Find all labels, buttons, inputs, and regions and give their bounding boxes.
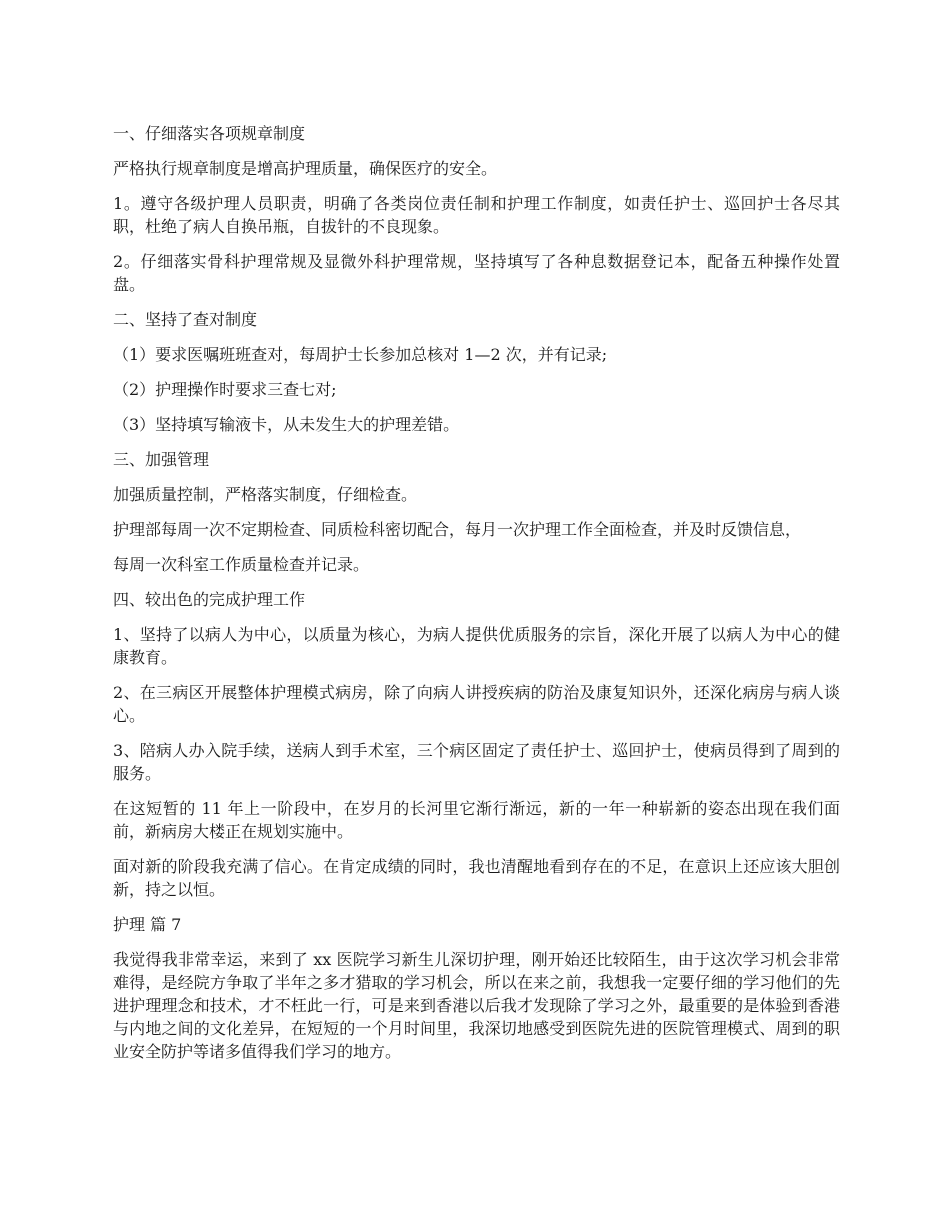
paragraph: 加强质量控制，严格落实制度，仔细检查。 <box>113 485 418 504</box>
paragraph: 1。遵守各级护理人员职责，明确了各类岗位责任制和护理工作制度，如责任护士、巡回护士各尽其职，杜绝了病人自换吊瓶，自拔针的不良现象。 <box>113 194 840 236</box>
section-heading-4: 四、较出色的完成护理工作 <box>113 590 306 609</box>
list-item: （3）坚持填写输液卡，从未发生大的护理差错。 <box>113 415 460 434</box>
paragraph: 1、坚持了以病人为中心，以质量为核心，为病人提供优质服务的宗旨，深化开展了以病人为中心的健康教育。 <box>113 625 840 667</box>
list-item: （2）护理操作时要求三查七对; <box>113 380 337 399</box>
document-page <box>113 122 840 1075</box>
paragraph: 每周一次科室工作质量检查并记录。 <box>113 555 370 574</box>
chapter-heading: 护理 篇 7 <box>113 915 182 934</box>
paragraph: 严格执行规章制度是增高护理质量，确保医疗的安全。 <box>113 159 498 178</box>
paragraph: 在这短暂的 11 年上一阶段中，在岁月的长河里它渐行渐远，新的一年一种崭新的姿态出现在我们面前，新病房大楼正在规划实施中。 <box>113 799 840 841</box>
paragraph: 我觉得我非常幸运，来到了 xx 医院学习新生儿深切护理，刚开始还比较陌生，由于这次学习机会非常难得，是经院方争取了半年之多才猎取的学习机会，所以在来之前，我想我一定要仔细的学习他们的先进护理理念和技术，才不枉此一行，可是来到香港以后我才发现除了学习之外，最重要的是体验到香港与内地之间的文化差异，在短短的一个月时间里，我深切地感受到医院先进的医院管理模式、周到的职业安全防护等诸多值得我们学习的地方。 <box>113 950 840 1061</box>
paragraph: 2。仔细落实骨科护理常规及显微外科护理常规，坚持填写了各种息数据登记本，配备五种操作处置盘。 <box>113 252 840 294</box>
section-heading-1: 一、仔细落实各项规章制度 <box>113 124 306 143</box>
paragraph: 面对新的阶段我充满了信心。在肯定成绩的同时，我也清醒地看到存在的不足，在意识上还应该大胆创新，持之以恒。 <box>113 857 840 899</box>
list-item: （1）要求医嘱班班查对，每周护士长参加总核对 1—2 次，并有记录; <box>113 345 608 364</box>
paragraph: 护理部每周一次不定期检查、同质检科密切配合，每月一次护理工作全面检查，并及时反馈信息， <box>113 520 802 539</box>
paragraph: 3、陪病人办入院手续，送病人到手术室，三个病区固定了责任护士、巡回护士，使病员得到了周到的服务。 <box>113 741 840 783</box>
paragraph: 2、在三病区开展整体护理模式病房，除了向病人讲授疾病的防治及康复知识外，还深化病房与病人谈心。 <box>113 683 840 725</box>
section-heading-2: 二、坚持了查对制度 <box>113 310 258 329</box>
section-heading-3: 三、加强管理 <box>113 450 210 469</box>
